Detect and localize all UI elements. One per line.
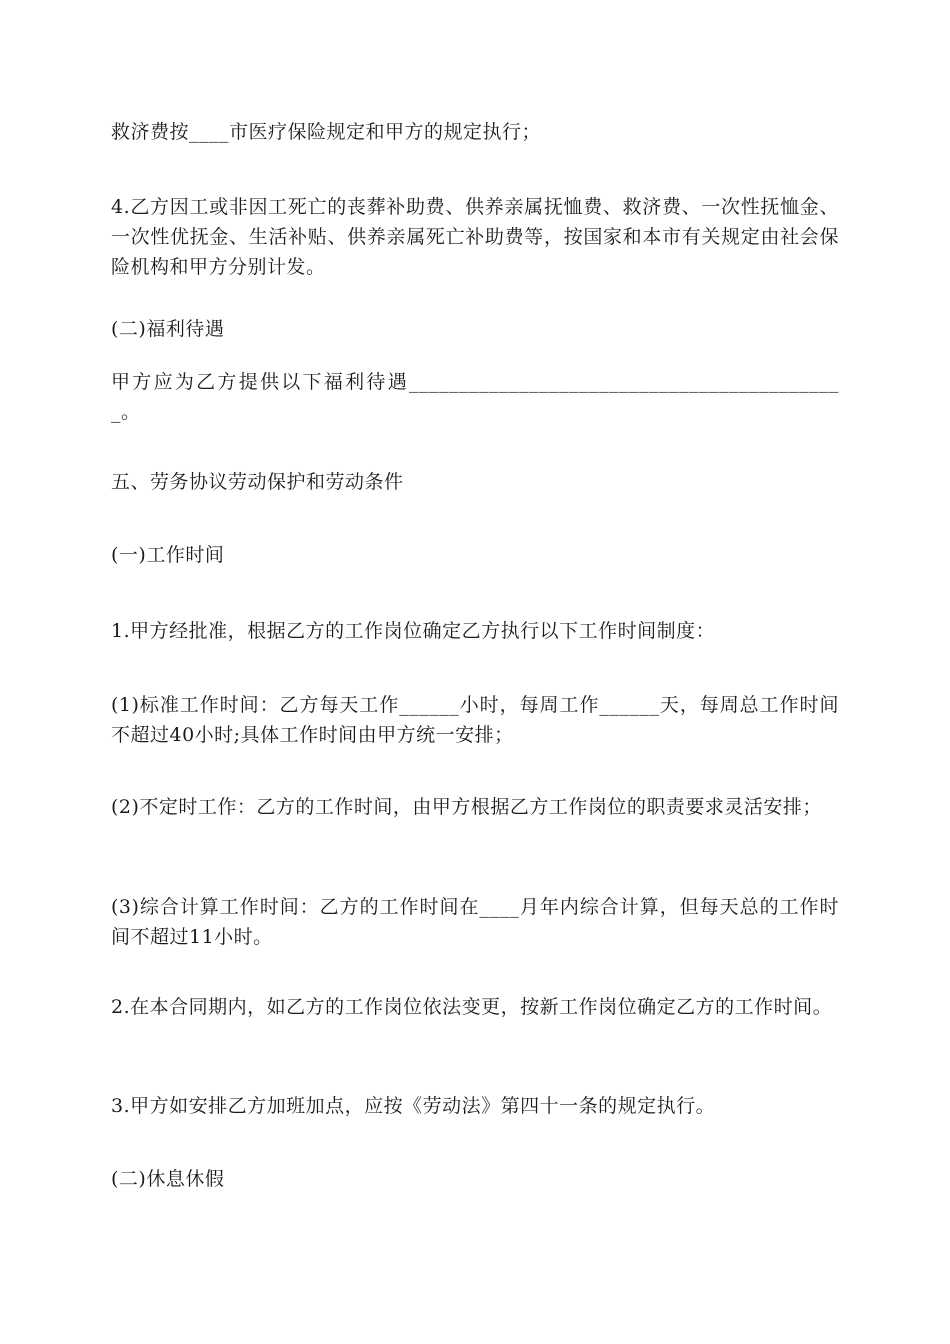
paragraph-welfare-provision: 甲方应为乙方提供以下福利待遇____________________________________________。 xyxy=(111,371,839,423)
section-heading-welfare: (二)福利待遇 xyxy=(111,318,225,340)
paragraph-relief-fee: 救济费按____市医疗保险规定和甲方的规定执行； xyxy=(111,121,542,143)
paragraph-flexible-hours: (2)不定时工作：乙方的工作时间，由甲方根据乙方工作岗位的职责要求灵活安排； xyxy=(111,796,822,818)
section-heading-rest-leave: (二)休息休假 xyxy=(111,1168,225,1190)
paragraph-standard-hours: (1)标准工作时间：乙方每天工作______小时，每周工作______天，每周总工作时间不超过40小时;具体工作时间由甲方统一安排； xyxy=(111,694,839,746)
paragraph-death-benefits: 4.乙方因工或非因工死亡的丧葬补助费、供养亲属抚恤费、救济费、一次性抚恤金、一次性优抚金、生活补贴、供养亲属死亡补助费等，按国家和本市有关规定由社会保险机构和甲方分别计发。 xyxy=(111,196,839,278)
paragraph-comprehensive-hours: (3)综合计算工作时间：乙方的工作时间在____月年内综合计算，但每天总的工作时间不超过11小时。 xyxy=(111,896,839,948)
paragraph-overtime: 3.甲方如安排乙方加班加点，应按《劳动法》第四十一条的规定执行。 xyxy=(111,1095,716,1117)
paragraph-position-change: 2.在本合同期内，如乙方的工作岗位依法变更，按新工作岗位确定乙方的工作时间。 xyxy=(111,996,833,1018)
section-heading-labor-protection: 五、劳务协议劳动保护和劳动条件 xyxy=(111,471,404,493)
section-heading-working-hours: (一)工作时间 xyxy=(111,544,225,566)
paragraph-working-hours-system: 1.甲方经批准，根据乙方的工作岗位确定乙方执行以下工作时间制度： xyxy=(111,620,716,642)
